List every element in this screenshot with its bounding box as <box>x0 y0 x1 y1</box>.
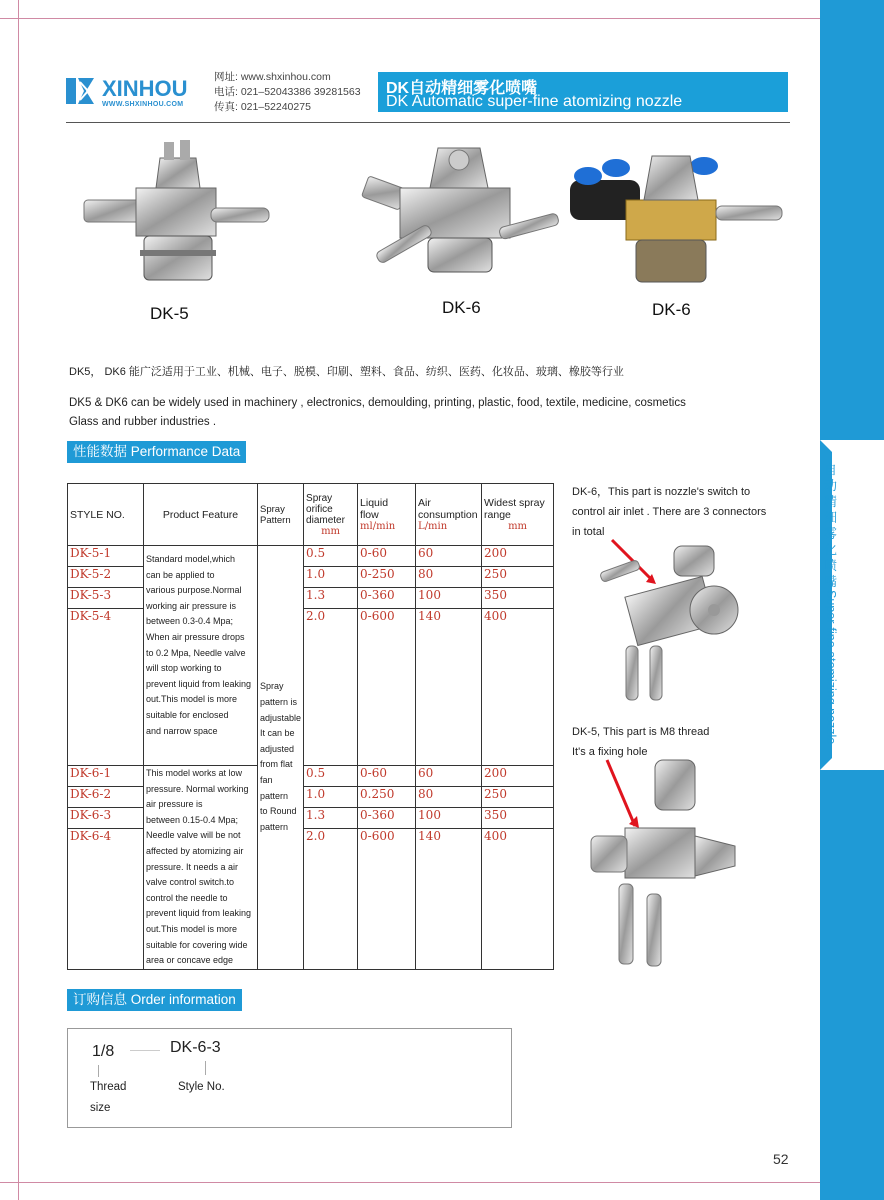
table-row <box>68 829 554 970</box>
order-box <box>67 1028 512 1128</box>
note-dk5-line1: DK-5, This part is M8 thread <box>572 726 710 738</box>
brand-logo <box>64 72 210 112</box>
order-thread-tick <box>98 1065 99 1077</box>
contact-web: 网址: www.shxinhou.com <box>214 71 331 83</box>
cell-style: DK-6-1 <box>68 766 144 787</box>
performance-section-title: 性能数据 Performance Data <box>67 441 246 463</box>
note-dk6-line1: DK-6，This part is nozzle's switch to <box>572 486 751 498</box>
table-row <box>68 588 554 609</box>
cell-air: 140 <box>416 829 482 970</box>
th-pattern: Spray Pattern <box>258 484 304 546</box>
order-separator <box>130 1050 160 1051</box>
table-row <box>68 787 554 808</box>
dk6-feature-cell: This model works at low pressure. Normal working air pressure is between 0.15-0.4 Mpa; Needle valve will be not affected by atomizing air pressure. It needs a air valve control switch.to control the needle to prevent liquid from leaking out.This model is more suitable for covering wide area or concave edge <box>144 766 258 970</box>
table-row <box>68 808 554 829</box>
cell-range: 350 <box>482 588 554 609</box>
note-dk5-line2: It's a fixing hole <box>572 746 648 758</box>
contact-web-value: www.shxinhou.com <box>240 71 331 83</box>
cell-flow: 0.250 <box>358 787 416 808</box>
title-banner <box>378 72 788 112</box>
cell-flow: 0-60 <box>358 546 416 567</box>
cell-range: 200 <box>482 766 554 787</box>
note-dk6-line3: in total <box>572 526 605 538</box>
th-orifice: Spray orifice diameter mm <box>304 484 358 546</box>
cell-style: DK-6-3 <box>68 808 144 829</box>
cell-flow: 0-600 <box>358 609 416 766</box>
order-thread-value: 1/8 <box>92 1043 115 1060</box>
th-range: Widest spray range mm <box>482 484 554 546</box>
cell-orifice: 0.5 <box>304 766 358 787</box>
sidebar-text-cn: 自动精细雾化喷嘴 <box>824 462 838 589</box>
cell-orifice: 1.3 <box>304 808 358 829</box>
cell-flow: 0-360 <box>358 588 416 609</box>
header-divider <box>66 122 790 123</box>
product-caption-dk6-a: DK-6 <box>442 298 481 317</box>
cell-style: DK-6-4 <box>68 829 144 970</box>
title-en: DK Automatic super-fine atomizing nozzle <box>386 93 683 110</box>
crop-line-bottom <box>0 1182 884 1183</box>
table-header-row <box>68 484 554 546</box>
table-row <box>68 567 554 588</box>
intro-cn: DK5， DK6 能广泛适用于工业、机械、电子、脱模、印刷、塑料、食品、纺织、医药、化妆品、玻璃、橡胶等行业 <box>69 366 624 378</box>
cell-flow: 0-600 <box>358 829 416 970</box>
contact-fax-value: 021–52240275 <box>240 101 311 113</box>
cell-orifice: 1.3 <box>304 588 358 609</box>
cell-air: 80 <box>416 567 482 588</box>
cell-style: DK-5-1 <box>68 546 144 567</box>
contact-phone-value: 021–52043386 39281563 <box>240 86 361 98</box>
dk6-nozzle-photo <box>360 138 560 288</box>
product-caption-dk5: DK-5 <box>150 304 189 323</box>
table-row <box>68 766 554 787</box>
order-section-title: 订购信息 Order information <box>67 989 242 1011</box>
crop-line-left <box>18 0 19 1200</box>
dk5-nozzle-photo <box>76 138 276 298</box>
cell-orifice: 1.0 <box>304 787 358 808</box>
contact-fax: 传真: 021–52240275 <box>214 101 311 113</box>
cell-style: DK-5-2 <box>68 567 144 588</box>
th-feature: Product Feature <box>144 484 258 546</box>
dk5-feature-cell: Standard model,which can be applied to various purpose.Normal working air pressure is between 0.3-0.4 Mpa; When air pressure drops to 0.2 Mpa, Needle valve will stop working to prevent liquid from leaking out.This model is more suitable for enclosed and narrow space <box>144 546 258 766</box>
brand-name: XINHOU <box>102 76 188 101</box>
cell-style: DK-5-3 <box>68 588 144 609</box>
order-style-value: DK-6-3 <box>170 1039 221 1056</box>
spray-pattern-cell: Spray pattern is adjustable It can be adjusted from flat fan pattern to Round pattern <box>258 546 304 970</box>
cell-air: 140 <box>416 609 482 766</box>
cell-range: 200 <box>482 546 554 567</box>
intro-en-line2: Glass and rubber industries . <box>69 416 217 428</box>
th-style: STYLE NO. <box>68 484 144 546</box>
contact-info <box>214 70 361 115</box>
order-style-tick <box>205 1061 206 1075</box>
crop-line-top <box>0 18 884 19</box>
performance-table <box>67 483 554 970</box>
cell-air: 60 <box>416 766 482 787</box>
cell-flow: 0-60 <box>358 766 416 787</box>
cell-range: 250 <box>482 567 554 588</box>
cell-style: DK-6-2 <box>68 787 144 808</box>
note-dk6-line2: control air inlet . There are 3 connectors <box>572 506 767 518</box>
product-caption-dk6-b: DK-6 <box>652 300 691 319</box>
th-flow: Liquid flow ml/min <box>358 484 416 546</box>
cell-orifice: 2.0 <box>304 609 358 766</box>
intro-en-line1: DK5 & DK6 can be widely used in machinery , electronics, demoulding, printing, plastic, food, textile, medicine, cosmetics <box>69 397 686 409</box>
brand-url: WWW.SHXINHOU.COM <box>102 101 184 108</box>
order-thread-label: Thread size <box>90 1081 127 1114</box>
cell-range: 400 <box>482 829 554 970</box>
contact-phone: 电话: 021–52043386 39281563 <box>214 86 361 98</box>
table-row <box>68 609 554 766</box>
cell-style: DK-5-4 <box>68 609 144 766</box>
sidebar-text-en: Super-fine atomizing nozzle <box>824 590 838 745</box>
cell-flow: 0-360 <box>358 808 416 829</box>
sidebar-label <box>824 462 848 762</box>
table-row <box>68 546 554 567</box>
xinhou-logo-icon <box>64 74 98 108</box>
cell-range: 350 <box>482 808 554 829</box>
cell-air: 60 <box>416 546 482 567</box>
cell-flow: 0-250 <box>358 567 416 588</box>
note-dk6 <box>572 482 766 542</box>
cell-air: 100 <box>416 588 482 609</box>
cell-orifice: 2.0 <box>304 829 358 970</box>
order-style-label: Style No. <box>178 1081 225 1093</box>
title-cn: DK自动精细雾化喷嘴 <box>386 80 538 97</box>
cell-orifice: 0.5 <box>304 546 358 567</box>
cell-air: 80 <box>416 787 482 808</box>
cell-orifice: 1.0 <box>304 567 358 588</box>
page-number: 52 <box>773 1151 789 1167</box>
th-air: Air consumption L/min <box>416 484 482 546</box>
cell-range: 250 <box>482 787 554 808</box>
dk6-connector-photo <box>566 140 786 290</box>
cell-range: 400 <box>482 609 554 766</box>
dk5-thread-photo <box>585 756 775 972</box>
cell-air: 100 <box>416 808 482 829</box>
dk6-switch-photo <box>590 536 780 716</box>
